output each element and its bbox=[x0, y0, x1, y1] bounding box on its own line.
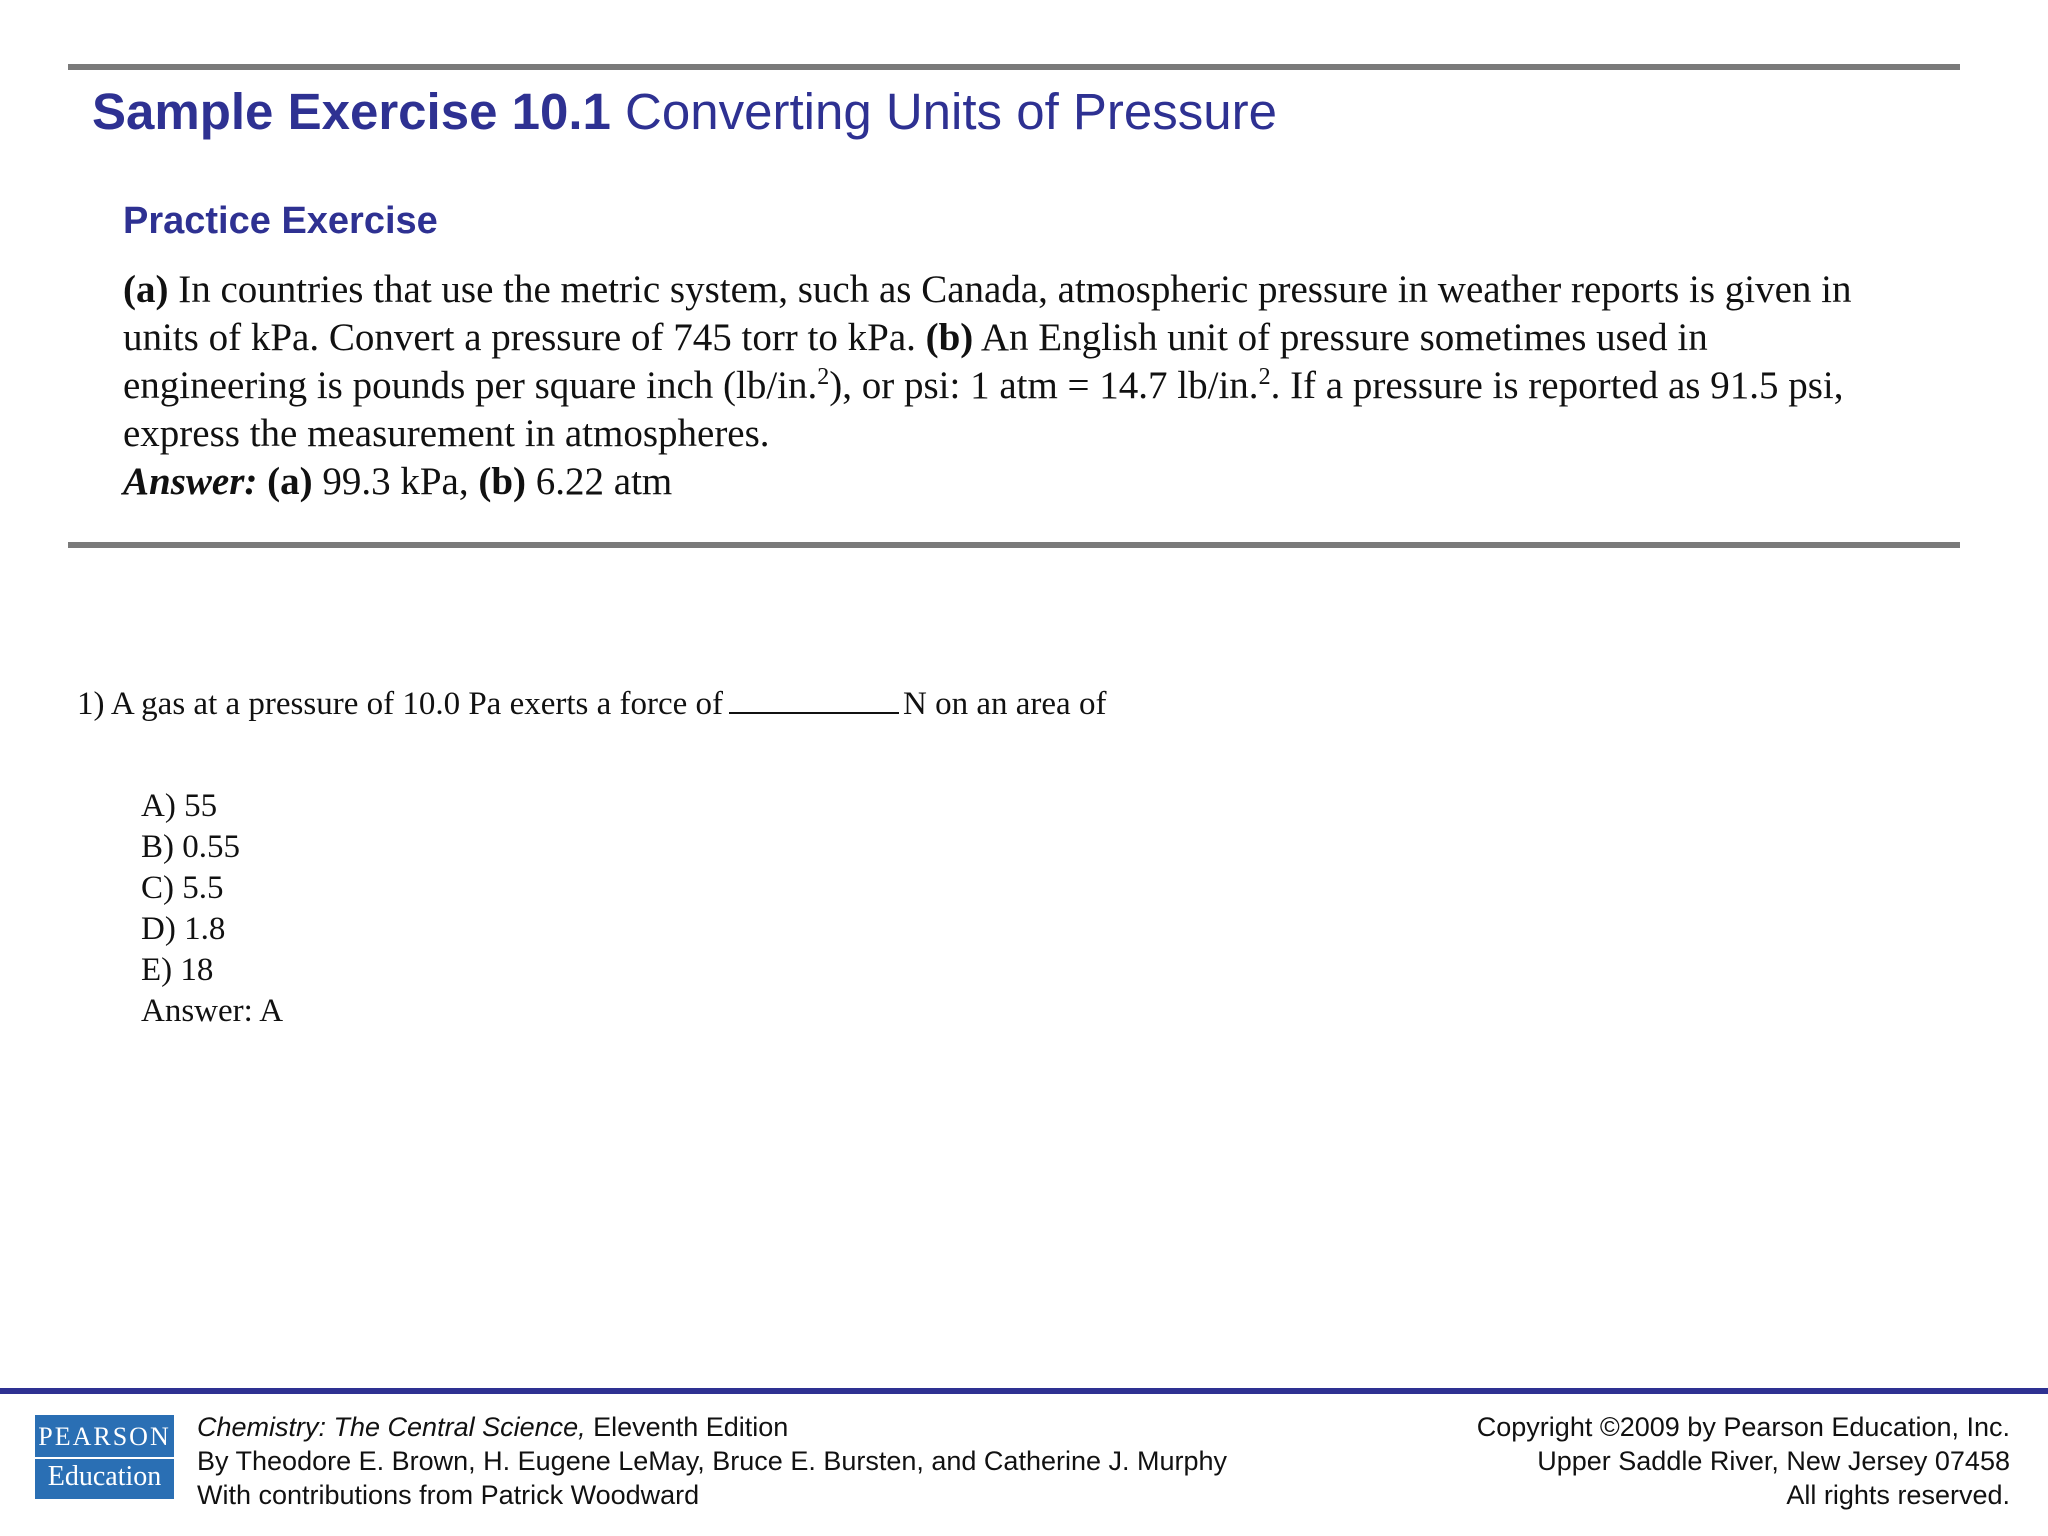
answer-line bbox=[123, 458, 1903, 506]
answer-label: Answer: bbox=[123, 460, 258, 503]
logo-divider bbox=[35, 1457, 174, 1459]
problem-line-1 bbox=[123, 266, 1903, 314]
superscript-2: 2 bbox=[817, 364, 830, 390]
answer-part-a-value: 99.3 kPa, bbox=[312, 460, 479, 503]
choice-b: B) 0.55 bbox=[141, 829, 240, 865]
slide-title-number: Sample Exercise 10.1 bbox=[92, 83, 611, 140]
practice-problem-text bbox=[123, 266, 1903, 506]
answer-part-b-label: (b) bbox=[478, 460, 527, 503]
book-contributions: With contributions from Patrick Woodward bbox=[197, 1480, 700, 1510]
choice-c: C) 5.5 bbox=[141, 870, 224, 906]
answer-part-a-label: (a) bbox=[257, 460, 313, 503]
superscript-2: 2 bbox=[1258, 364, 1271, 390]
top-divider bbox=[68, 64, 1960, 70]
book-title-line bbox=[197, 1410, 1227, 1444]
copyright-line-1: Copyright ©2009 by Pearson Education, Inc. bbox=[1476, 1412, 2010, 1442]
choices-list bbox=[141, 786, 283, 1032]
logo-line-2: Education bbox=[47, 1461, 162, 1492]
copyright-line-2: Upper Saddle River, New Jersey 07458 bbox=[1537, 1446, 2010, 1476]
copyright-line-3: All rights reserved. bbox=[1786, 1480, 2010, 1510]
problem-line-3-text-c: . If a pressure is reported as 91.5 psi, bbox=[1270, 364, 1844, 407]
problem-line-3 bbox=[123, 362, 1903, 410]
problem-line-3-text-b: ), or psi: 1 atm = 14.7 lb/in. bbox=[829, 364, 1259, 407]
slide-title bbox=[92, 82, 1277, 141]
problem-line-4: express the measurement in atmospheres. bbox=[123, 412, 770, 455]
footer-divider bbox=[0, 1388, 2048, 1394]
logo-line-1: PEARSON bbox=[38, 1422, 171, 1451]
part-b-label: (b) bbox=[925, 316, 974, 359]
problem-line-3-text-a: engineering is pounds per square inch (lb/in. bbox=[123, 364, 818, 407]
book-edition: Eleventh Edition bbox=[585, 1412, 789, 1442]
answer-blank bbox=[729, 686, 899, 714]
problem-line-2-text-a: units of kPa. Convert a pressure of 745 torr to kPa. bbox=[123, 316, 926, 359]
problem-line-1-text: In countries that use the metric system, such as Canada, atmospheric pressure in weather reports is given in bbox=[168, 268, 1852, 311]
practice-exercise-heading: Practice Exercise bbox=[123, 200, 438, 242]
part-a-label: (a) bbox=[123, 268, 169, 311]
choice-e: E) 18 bbox=[141, 952, 214, 988]
slide-title-topic: Converting Units of Pressure bbox=[610, 83, 1277, 140]
problem-line-2 bbox=[123, 314, 1903, 362]
copyright-notice bbox=[1477, 1410, 2010, 1512]
problem-line-2-text-b: An English unit of pressure sometimes used in bbox=[973, 316, 1708, 359]
question-answer: Answer: A bbox=[141, 993, 284, 1029]
question-1 bbox=[77, 686, 1106, 723]
pearson-education-logo bbox=[35, 1415, 174, 1499]
book-title: Chemistry: The Central Science, bbox=[197, 1412, 586, 1442]
choice-a: A) 55 bbox=[141, 788, 218, 824]
answer-part-b-value: 6.22 atm bbox=[526, 460, 673, 503]
question-text-after: N on an area of bbox=[903, 686, 1107, 722]
book-credits bbox=[197, 1410, 1227, 1512]
choice-d: D) 1.8 bbox=[141, 911, 226, 947]
question-text-before: 1) A gas at a pressure of 10.0 Pa exerts a force of bbox=[77, 686, 724, 722]
book-authors: By Theodore E. Brown, H. Eugene LeMay, Bruce E. Bursten, and Catherine J. Murphy bbox=[197, 1446, 1228, 1476]
bottom-divider bbox=[68, 542, 1960, 548]
